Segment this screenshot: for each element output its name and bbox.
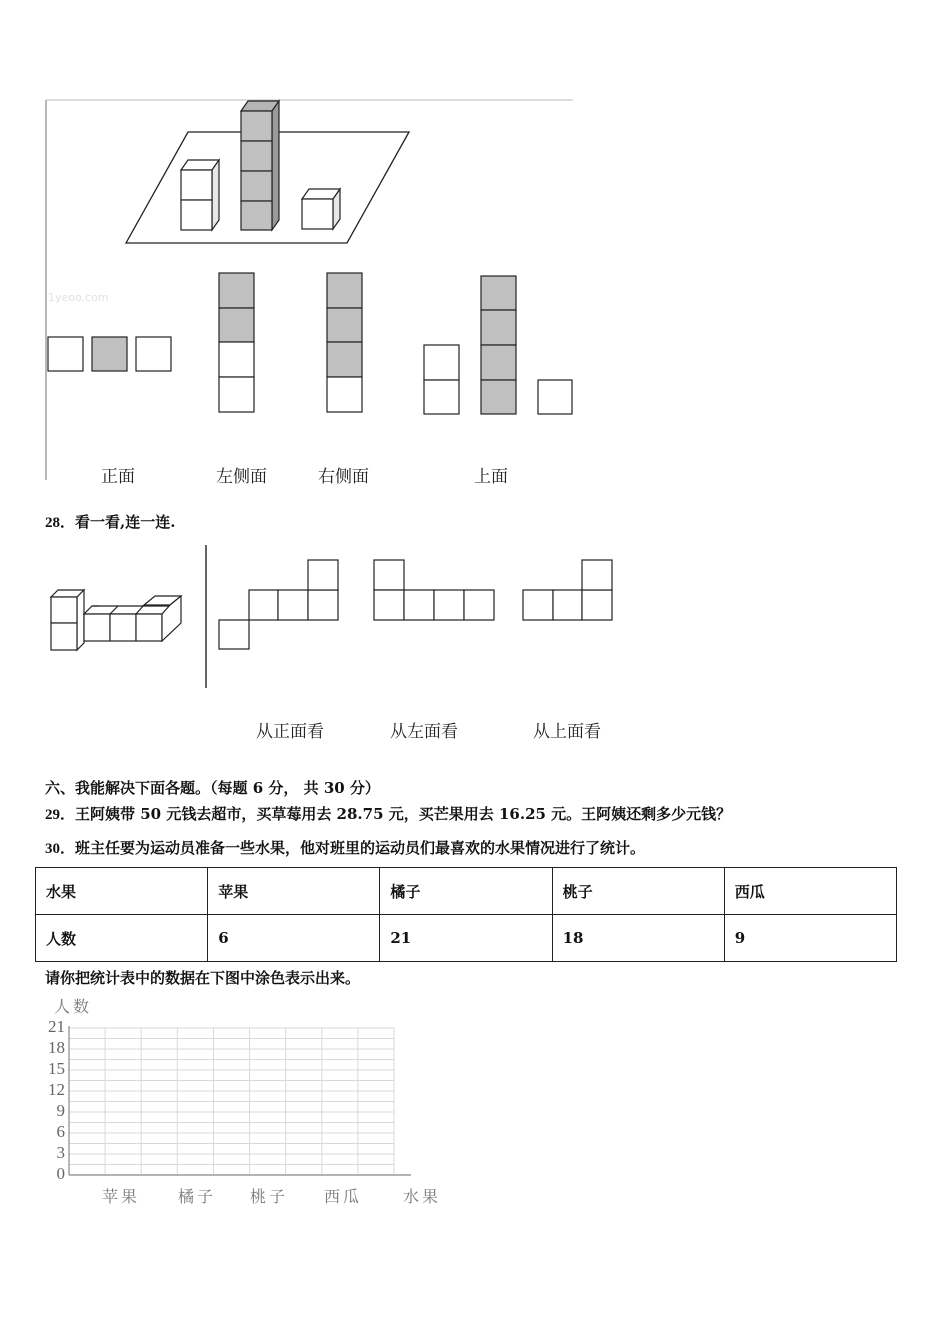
table-row [36, 868, 897, 915]
bar-chart-grid [0, 1010, 420, 1190]
y-tick-label: 15 [48, 1059, 65, 1078]
y-tick-label: 6 [56, 1122, 65, 1141]
x-category-label: 西瓜 [324, 1187, 363, 1206]
table-cell: 人数 [36, 915, 208, 962]
table-cell: 9 [724, 915, 896, 962]
q28-view-b [374, 560, 494, 620]
table-cell: 西瓜 [724, 868, 896, 915]
q30-number: 30 [45, 841, 60, 857]
table-cell: 18 [552, 915, 724, 962]
x-category-label: 桃子 [250, 1187, 289, 1206]
table-row [36, 915, 897, 962]
q30-dot: ． [60, 839, 76, 857]
view-label-right: 右侧面 [318, 467, 369, 487]
y-tick-label: 21 [48, 1017, 65, 1036]
q30-text: 班主任要为运动员准备一些水果，他对班里的运动员们最喜欢的水果情况进行了统计。 [75, 839, 646, 857]
q27-figure [0, 0, 600, 500]
q28-view-a [219, 560, 338, 649]
view-front [48, 337, 171, 371]
cube-single [302, 189, 340, 229]
table-cell: 水果 [36, 868, 208, 915]
x-category-label: 橘子 [178, 1187, 217, 1206]
q28-figure [0, 540, 640, 700]
cube-stack-2 [181, 160, 219, 230]
y-tick-label: 18 [48, 1038, 65, 1057]
q28-text: 看一看,连一连. [75, 513, 176, 531]
view-label-left: 左侧面 [216, 467, 267, 487]
table-cell: 桃子 [552, 868, 724, 915]
q29-dot: ． [60, 805, 76, 823]
q28-number: 28 [45, 515, 60, 531]
table-cell: 橘子 [380, 868, 552, 915]
table-cell: 苹果 [208, 868, 380, 915]
chart-ylabel: 人数 [54, 997, 93, 1016]
q30-prompt [45, 837, 645, 858]
table-cell: 21 [380, 915, 552, 962]
table-cell: 6 [208, 915, 380, 962]
q29-prompt [45, 803, 731, 824]
view-top [424, 276, 572, 414]
view-left [219, 273, 254, 412]
cube-stack-4 [241, 101, 279, 230]
q28-label-top: 从上面看 [533, 722, 601, 742]
watermark: 1yeoo.com [48, 291, 109, 304]
view-label-front: 正面 [101, 467, 135, 487]
fruit-stat-table [35, 867, 897, 962]
y-tick-label: 0 [56, 1164, 65, 1183]
q28-prompt [45, 511, 175, 532]
q28-view-c [523, 560, 612, 620]
y-tick-label: 3 [56, 1143, 65, 1162]
y-tick-label: 12 [48, 1080, 65, 1099]
q30-instruction: 请你把统计表中的数据在下图中涂色表示出来。 [45, 969, 361, 987]
x-category-label: 苹果 [102, 1187, 141, 1206]
section6-heading: 六、我能解决下面各题。（每题 6 分， 共 30 分） [45, 779, 380, 797]
q29-number: 29 [45, 807, 60, 823]
q28-label-left: 从左面看 [390, 722, 458, 742]
y-tick-label: 9 [56, 1101, 65, 1120]
view-right [327, 273, 362, 412]
q29-text: 王阿姨带 50 元钱去超市，买草莓用去 28.75 元，买芒果用去 16.25 元。王阿姨还剩多少元钱？ [75, 805, 732, 823]
q28-dot: ． [60, 513, 76, 531]
q28-solid [51, 590, 181, 650]
view-label-top: 上面 [474, 467, 508, 487]
q28-label-front: 从正面看 [256, 722, 324, 742]
chart-xlabel: 水果 [403, 1187, 442, 1206]
